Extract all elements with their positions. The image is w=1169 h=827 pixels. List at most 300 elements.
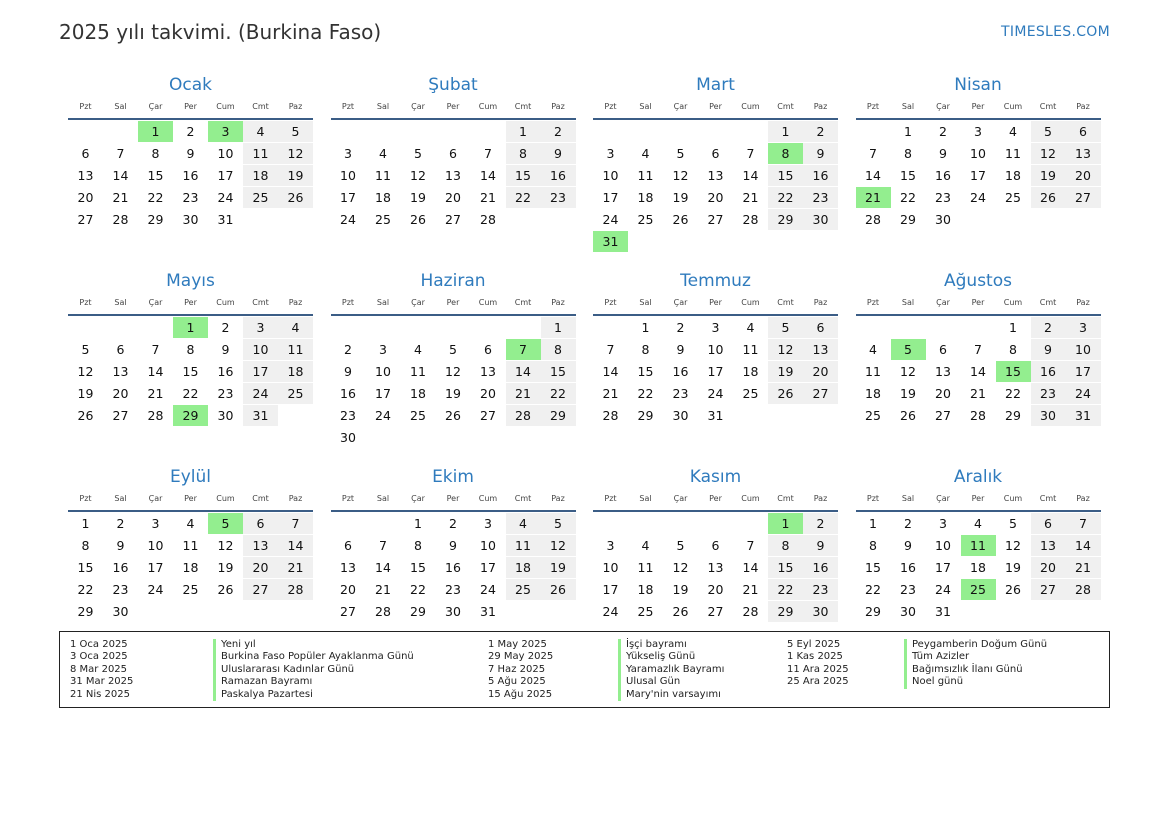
month-name: Ocak: [169, 75, 212, 95]
calendar-day: 1: [768, 121, 803, 142]
calendar-day: 25: [742, 386, 759, 401]
weekday-header: Paz: [813, 298, 828, 307]
calendar-day: 3: [484, 516, 492, 531]
weekday-header: Cmt: [514, 494, 532, 503]
calendar-day: 26: [672, 212, 689, 227]
calendar-day: 14: [147, 364, 164, 379]
weekday-header: Sal: [901, 102, 915, 111]
weekday-header: Per: [446, 298, 460, 307]
calendar-day: 5: [541, 513, 576, 534]
calendar-day: 8: [541, 339, 576, 360]
calendar-day: 17: [375, 386, 391, 401]
site-link[interactable]: TIMESLES.COM: [1001, 24, 1110, 40]
legend-names: [618, 639, 724, 701]
calendar-day: 13: [243, 535, 278, 556]
legend-date: 8 Mar 2025: [70, 663, 128, 675]
calendar-day: 7: [278, 513, 313, 534]
weekday-header: Çar: [148, 102, 163, 111]
calendar-day: 11: [278, 339, 313, 360]
calendar-day: 22: [77, 582, 94, 597]
calendar-day: 28: [865, 212, 881, 227]
calendar-day: 20: [340, 582, 356, 597]
calendar-day: 24: [375, 408, 391, 423]
calendar-day: 12: [541, 535, 576, 556]
calendar-day: 11: [865, 364, 881, 379]
calendar-day: 22: [637, 386, 654, 401]
month-name: Aralık: [953, 467, 1003, 487]
header-rule: [593, 510, 838, 512]
calendar-day: 28: [147, 408, 164, 423]
legend-names: [213, 639, 414, 701]
calendar-day: 28: [602, 408, 619, 423]
calendar-day: 23: [112, 582, 129, 597]
calendar-day: 27: [1031, 579, 1066, 600]
month-name: Ağustos: [944, 271, 1012, 291]
calendar-day: 10: [602, 560, 619, 575]
holiday-day: 5: [891, 339, 926, 360]
calendar-day: 18: [865, 386, 881, 401]
calendar-day: 19: [77, 386, 94, 401]
calendar-day: 30: [182, 212, 199, 227]
calendar-day: 17: [602, 190, 619, 205]
calendar-day: 24: [1066, 383, 1101, 404]
calendar-day: 2: [904, 516, 912, 531]
calendar-day: 28: [375, 604, 391, 619]
weekday-header: Sal: [114, 298, 127, 307]
weekday-header: Cum: [741, 494, 760, 503]
calendar-day: 16: [900, 560, 916, 575]
holiday-legend: [59, 631, 1110, 708]
calendar-day: 4: [641, 538, 650, 553]
weekday-header: Pzt: [604, 494, 617, 503]
calendar-day: 11: [637, 560, 654, 575]
calendar-day: 14: [970, 364, 986, 379]
legend-holiday-name: Paskalya Pazartesi: [221, 688, 313, 700]
calendar-day: 28: [1066, 579, 1101, 600]
calendar-day: 11: [243, 143, 278, 164]
calendar-day: 5: [1031, 121, 1066, 142]
holiday-day: 31: [593, 231, 628, 252]
calendar-day: 29: [637, 408, 654, 423]
calendar-day: 14: [865, 168, 881, 183]
calendar-day: 1: [904, 124, 912, 139]
calendar-day: 17: [970, 168, 986, 183]
calendar-day: 6: [1031, 513, 1066, 534]
calendar-day: 8: [414, 538, 422, 553]
calendar-day: 3: [1066, 317, 1101, 338]
calendar-day: 3: [151, 516, 160, 531]
weekday-header: Cum: [1003, 102, 1023, 111]
calendar-day: 7: [1066, 513, 1101, 534]
calendar-day: 1: [869, 516, 877, 531]
weekday-header: Pzt: [341, 298, 355, 307]
calendar-day: 24: [147, 582, 164, 597]
calendar-day: 25: [410, 408, 426, 423]
calendar-day: 15: [541, 361, 576, 382]
calendar-day: 24: [217, 190, 234, 205]
calendar-day: 14: [480, 168, 496, 183]
calendar-day: 4: [1009, 124, 1017, 139]
calendar-day: 10: [147, 538, 164, 553]
calendar-day: 2: [939, 124, 947, 139]
legend-date: 3 Oca 2025: [70, 651, 128, 663]
calendar-day: 24: [243, 383, 278, 404]
calendar-day: 21: [480, 190, 496, 205]
weekday-header: Cmt: [777, 494, 794, 503]
header-rule: [331, 118, 576, 120]
calendar-day: 29: [410, 604, 426, 619]
calendar-day: 23: [935, 190, 951, 205]
calendar-day: 19: [1031, 165, 1066, 186]
calendar-day: 26: [768, 383, 803, 404]
weekday-header: Per: [709, 102, 722, 111]
calendar-day: 23: [182, 190, 199, 205]
calendar-day: 26: [1031, 187, 1066, 208]
header-rule: [856, 510, 1101, 512]
calendar-day: 8: [186, 342, 195, 357]
calendar-day: 26: [445, 408, 461, 423]
calendar-day: 9: [1031, 339, 1066, 360]
calendar-day: 21: [278, 557, 313, 578]
calendar-day: 7: [606, 342, 615, 357]
calendar-day: 7: [746, 146, 755, 161]
legend-date: 1 Kas 2025: [787, 651, 843, 663]
calendar-day: 16: [445, 560, 461, 575]
header-rule: [593, 314, 838, 316]
calendar-day: 17: [217, 168, 234, 183]
weekday-header: Paz: [551, 298, 565, 307]
calendar-day: 30: [803, 209, 838, 230]
calendar-day: 3: [711, 320, 720, 335]
legend-holiday-name: İşçi bayramı: [626, 639, 687, 650]
calendar-day: 9: [186, 146, 195, 161]
calendar-day: 25: [865, 408, 881, 423]
calendar-day: 28: [480, 212, 496, 227]
legend-holiday-name: Tüm Azizler: [912, 651, 970, 663]
calendar-day: 21: [375, 582, 391, 597]
calendar-day: 11: [1005, 146, 1021, 161]
calendar-day: 14: [742, 168, 759, 183]
calendar-day: 18: [970, 560, 986, 575]
calendar-day: 22: [147, 190, 164, 205]
calendar-day: 27: [243, 579, 278, 600]
weekday-header: Cmt: [252, 298, 269, 307]
calendar-day: 18: [742, 364, 759, 379]
calendar-day: 5: [1009, 516, 1017, 531]
calendar-day: 17: [480, 560, 496, 575]
calendar-day: 8: [869, 538, 877, 553]
calendar-day: 29: [147, 212, 164, 227]
calendar-day: 30: [445, 604, 461, 619]
calendar-day: 28: [506, 405, 541, 426]
calendar-day: 25: [182, 582, 199, 597]
calendar-day: 15: [900, 168, 916, 183]
weekday-header: Sal: [901, 494, 915, 503]
legend-holiday-name: Uluslararası Kadınlar Günü: [221, 663, 355, 675]
calendar-day: 14: [506, 361, 541, 382]
weekday-header: Cum: [478, 298, 498, 307]
calendar-day: 19: [410, 190, 426, 205]
weekday-header: Sal: [376, 298, 390, 307]
calendar-day: 4: [746, 320, 755, 335]
weekday-header: Per: [971, 494, 985, 503]
calendar-day: 4: [243, 121, 278, 142]
weekday-header: Çar: [148, 494, 163, 503]
weekday-header: Pzt: [604, 298, 617, 307]
weekday-header: Çar: [673, 494, 688, 503]
weekday-header: Cum: [216, 494, 235, 503]
calendar-day: 31: [935, 604, 951, 619]
month-name: Eylül: [169, 467, 212, 487]
calendar-day: 16: [803, 165, 838, 186]
holiday-day: 1: [173, 317, 208, 338]
calendar-day: 14: [112, 168, 129, 183]
calendar-day: 29: [865, 604, 881, 619]
weekday-header: Cmt: [1039, 298, 1057, 307]
calendar-day: 21: [147, 386, 164, 401]
weekday-header: Paz: [813, 102, 828, 111]
holiday-day: 3: [208, 121, 243, 142]
calendar-day: 2: [803, 513, 838, 534]
weekday-header: Sal: [376, 494, 390, 503]
calendar-day: 27: [77, 212, 94, 227]
weekday-header: Cum: [1003, 298, 1023, 307]
calendar-day: 14: [278, 535, 313, 556]
weekday-header: Per: [709, 494, 722, 503]
calendar-day: 10: [970, 146, 986, 161]
calendar-day: 10: [707, 342, 724, 357]
legend-date: 11 Ara 2025: [787, 663, 849, 675]
calendar-day: 11: [375, 168, 391, 183]
weekday-header: Cum: [741, 102, 760, 111]
calendar-day: 2: [116, 516, 125, 531]
header-rule: [331, 510, 576, 512]
calendar-day: 19: [672, 190, 689, 205]
calendar-day: 3: [606, 538, 615, 553]
calendar-day: 6: [484, 342, 492, 357]
calendar-day: 14: [602, 364, 619, 379]
calendar-day: 17: [935, 560, 951, 575]
calendar-day: 13: [340, 560, 356, 575]
month-name: Kasım: [689, 467, 742, 487]
calendar-day: 30: [803, 601, 838, 622]
calendar-day: 16: [1031, 361, 1066, 382]
calendar-day: 11: [506, 535, 541, 556]
calendar-day: 28: [742, 212, 759, 227]
calendar-day: 12: [900, 364, 916, 379]
calendar-day: 10: [935, 538, 951, 553]
legend-holiday-name: Ulusal Gün: [626, 676, 681, 688]
weekday-header: Cum: [741, 298, 760, 307]
calendar-day: 31: [217, 212, 234, 227]
legend-dates: [70, 639, 133, 701]
weekday-header: Paz: [1076, 298, 1090, 307]
calendar-day: 6: [803, 317, 838, 338]
page-title: 2025 yılı takvimi. (Burkina Faso): [59, 20, 382, 44]
calendar-day: 13: [1031, 535, 1066, 556]
calendar-day: 10: [602, 168, 619, 183]
calendar-day: 19: [1005, 560, 1021, 575]
calendar-day: 24: [602, 212, 619, 227]
calendar-day: 29: [768, 601, 803, 622]
weekday-header: Pzt: [866, 298, 880, 307]
weekday-header: Per: [971, 298, 985, 307]
calendar-day: 14: [742, 560, 759, 575]
weekday-header: Çar: [673, 102, 688, 111]
calendar-day: 1: [81, 516, 90, 531]
legend-holiday-name: Burkina Faso Popüler Ayaklanma Günü: [221, 651, 414, 663]
calendar-day: 31: [1066, 405, 1101, 426]
legend-holiday-name: Yeni yıl: [221, 639, 256, 650]
calendar-day: 24: [935, 582, 951, 597]
calendar-day: 20: [480, 386, 496, 401]
calendar-day: 15: [182, 364, 199, 379]
calendar-day: 13: [112, 364, 129, 379]
calendar-day: 3: [344, 146, 352, 161]
month-name: Şubat: [428, 75, 478, 95]
weekday-header: Pzt: [604, 102, 617, 111]
header-rule: [856, 118, 1101, 120]
calendar-day: 21: [970, 386, 986, 401]
calendar-day: 4: [974, 516, 982, 531]
weekday-header: Per: [709, 298, 722, 307]
month-name: Nisan: [954, 75, 1002, 95]
weekday-header: Pzt: [341, 102, 355, 111]
weekday-header: Cmt: [252, 494, 269, 503]
calendar-day: 8: [151, 146, 160, 161]
calendar-day: 23: [541, 187, 576, 208]
calendar-day: 24: [340, 212, 356, 227]
calendar-day: 5: [278, 121, 313, 142]
calendar-day: 17: [243, 361, 278, 382]
calendar-day: 13: [707, 560, 724, 575]
calendar-day: 19: [217, 560, 234, 575]
calendar-day: 23: [445, 582, 461, 597]
calendar-day: 22: [1005, 386, 1021, 401]
calendar-day: 16: [672, 364, 689, 379]
weekday-header: Çar: [411, 298, 425, 307]
calendar-day: 24: [602, 604, 619, 619]
weekday-header: Cum: [216, 298, 235, 307]
calendar-day: 13: [1066, 143, 1101, 164]
weekday-header: Pzt: [866, 102, 880, 111]
calendar-day: 10: [340, 168, 356, 183]
months-grid: [68, 73, 1113, 623]
calendar-day: 26: [278, 187, 313, 208]
calendar-day: 13: [707, 168, 724, 183]
calendar-day: 20: [707, 190, 724, 205]
calendar-day: 16: [112, 560, 129, 575]
calendar-day: 20: [445, 190, 461, 205]
calendar-day: 27: [340, 604, 356, 619]
holiday-day: 5: [208, 513, 243, 534]
calendar-day: 13: [445, 168, 461, 183]
weekday-header: Sal: [639, 298, 652, 307]
calendar-day: 12: [1005, 538, 1021, 553]
calendar-day: 12: [672, 560, 689, 575]
calendar-day: 27: [480, 408, 496, 423]
calendar-day: 6: [711, 146, 720, 161]
calendar-day: 21: [602, 386, 619, 401]
weekday-header: Per: [184, 298, 197, 307]
calendar-day: 18: [410, 386, 426, 401]
weekday-header: Paz: [1076, 102, 1090, 111]
calendar-day: 21: [506, 383, 541, 404]
calendar-day: 15: [410, 560, 426, 575]
calendar-day: 6: [711, 538, 720, 553]
calendar-day: 10: [243, 339, 278, 360]
calendar-day: 31: [243, 405, 278, 426]
calendar-day: 16: [182, 168, 199, 183]
weekday-header: Cmt: [777, 298, 794, 307]
legend-holiday-name: Ramazan Bayramı: [221, 676, 313, 688]
calendar-day: 3: [606, 146, 615, 161]
legend-holiday-name: Mary'nin varsayımı: [626, 688, 721, 700]
weekday-header: Paz: [813, 494, 828, 503]
calendar-day: 27: [1066, 187, 1101, 208]
calendar-day: 12: [672, 168, 689, 183]
weekday-header: Cmt: [514, 298, 532, 307]
header-rule: [856, 314, 1101, 316]
weekday-header: Per: [971, 102, 985, 111]
legend-date: 21 Nis 2025: [70, 688, 130, 700]
calendar-day: 8: [1009, 342, 1017, 357]
calendar-day: 25: [375, 212, 391, 227]
calendar-day: 1: [641, 320, 650, 335]
calendar-day: 31: [480, 604, 496, 619]
holiday-day: 29: [173, 405, 208, 426]
calendar-day: 15: [865, 560, 881, 575]
calendar-day: 26: [900, 408, 916, 423]
weekday-header: Cum: [478, 494, 498, 503]
calendar-day: 10: [1066, 339, 1101, 360]
holiday-day: 1: [768, 513, 803, 534]
calendar-day: 12: [278, 143, 313, 164]
calendar-day: 30: [935, 212, 951, 227]
calendar-day: 21: [112, 190, 129, 205]
weekday-header: Çar: [411, 494, 425, 503]
calendar-day: 29: [1005, 408, 1021, 423]
calendar-day: 27: [445, 212, 461, 227]
header-rule: [331, 314, 576, 316]
calendar-day: 9: [676, 342, 685, 357]
calendar-day: 2: [803, 121, 838, 142]
calendar-day: 23: [340, 408, 356, 423]
weekday-header: Cum: [216, 102, 235, 111]
calendar-day: 17: [1066, 361, 1101, 382]
calendar-day: 7: [379, 538, 387, 553]
calendar-day: 5: [81, 342, 90, 357]
calendar-day: 11: [742, 342, 759, 357]
calendar-day: 7: [484, 146, 492, 161]
calendar-day: 7: [151, 342, 160, 357]
calendar-day: 20: [707, 582, 724, 597]
weekday-header: Sal: [639, 494, 652, 503]
calendar-day: 4: [414, 342, 422, 357]
calendar-day: 23: [803, 187, 838, 208]
calendar-day: 9: [116, 538, 125, 553]
month-11: [593, 465, 838, 655]
calendar-day: 29: [768, 209, 803, 230]
calendar-day: 17: [707, 364, 724, 379]
calendar-day: 3: [379, 342, 387, 357]
legend-dates: [488, 639, 553, 701]
weekday-header: Sal: [114, 494, 127, 503]
weekday-header: Çar: [936, 102, 950, 111]
weekday-header: Cmt: [777, 102, 794, 111]
calendar-day: 1: [506, 121, 541, 142]
calendar-day: 30: [217, 408, 234, 423]
